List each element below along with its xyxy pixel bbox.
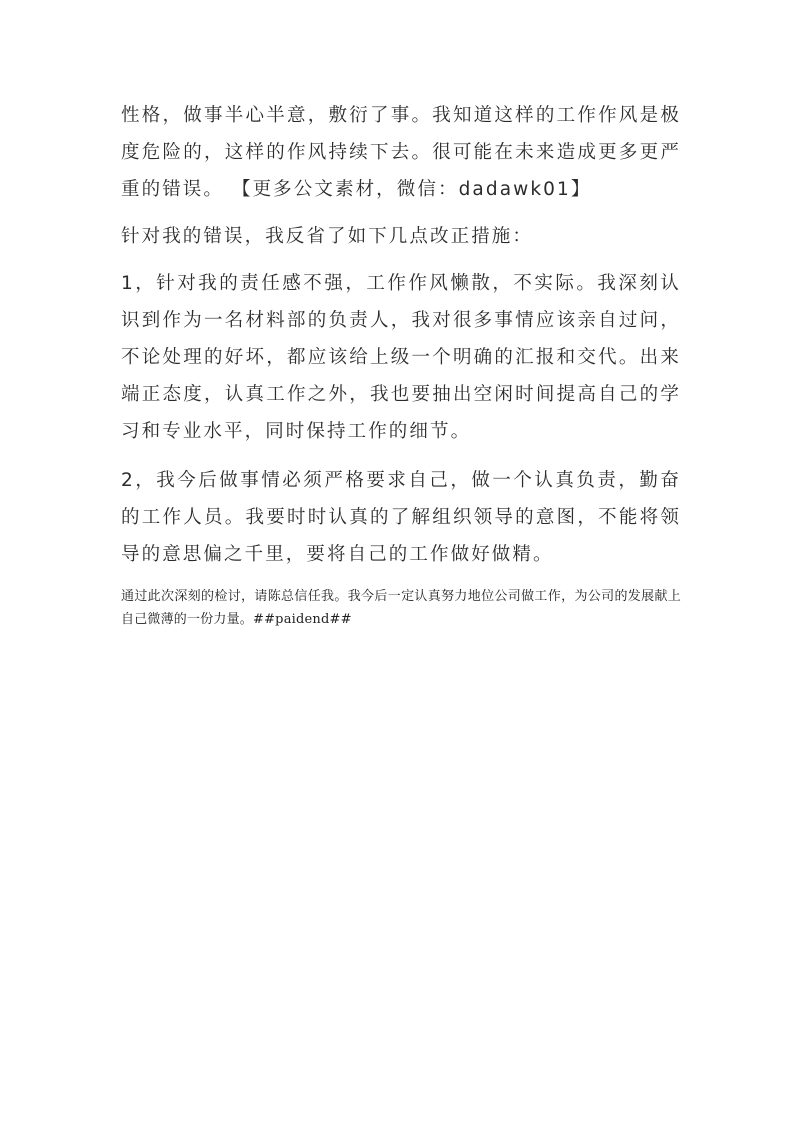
paragraph-measures-intro: 针对我的错误，我反省了如下几点改正措施： bbox=[121, 226, 534, 247]
paragraph-measure-2: 2，我今后做事情必须严格要求自己，做一个认真负责，勤奋的工作人员。我要时时认真的了解组织领导的意图，不能将领导的意思偏之千里，要将自己的工作做好做精。 bbox=[121, 470, 681, 565]
paragraph-closing: 通过此次深刻的检讨，请陈总信任我。我今后一定认真努力地位公司做工作，为公司的发展献上自己微薄的一份力量。##paidend## bbox=[121, 589, 681, 627]
document-body bbox=[121, 97, 681, 631]
paragraph-continuation: 性格，做事半心半意，敷衍了事。我知道这样的工作作风是极度危险的，这样的作风持续下去。很可能在未来造成更多更严重的错误。 【更多公文素材，微信：dadawk01】 bbox=[121, 105, 681, 200]
paragraph-measure-1: 1，针对我的责任感不强，工作作风懒散，不实际。我深刻认识到作为一名材料部的负责人，我对很多事情应该亲自过问，不论处理的好坏，都应该给上级一个明确的汇报和交代。出来端正态度，认真工作之外，我也要抽出空闲时间提高自己的学习和专业水平，同时保持工作的细节。 bbox=[121, 273, 681, 442]
